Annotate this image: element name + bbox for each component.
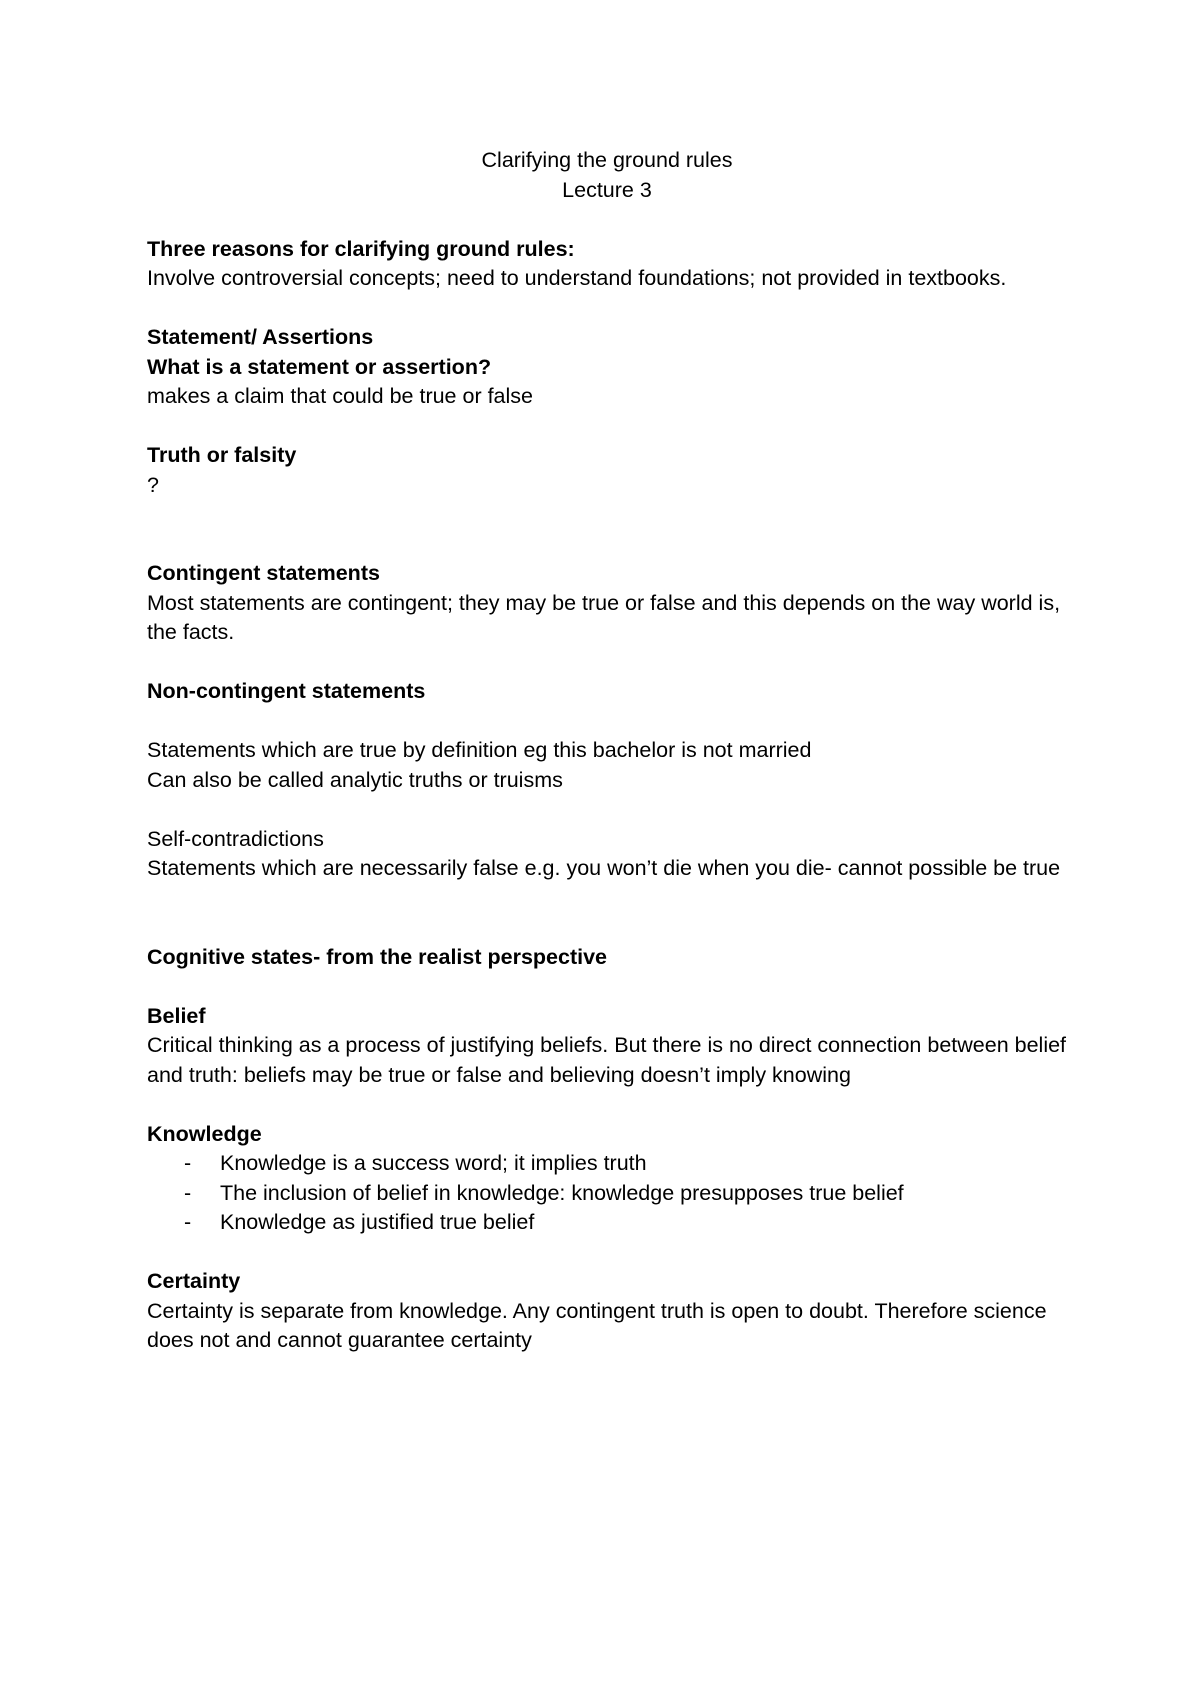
section-line-1: Statements which are true by definition eg this bachelor is not married [147,738,812,762]
section-contingent [147,559,1067,648]
list-item-text: The inclusion of belief in knowledge: knowledge presupposes true belief [220,1180,904,1205]
spacer [147,884,1067,943]
dash-marker: - [184,1210,192,1234]
spacer [147,1238,1067,1268]
spacer [147,205,1067,235]
section-heading: Belief [147,1003,206,1028]
section-heading: Three reasons for clarifying ground rules: [147,236,575,261]
spacer [147,648,1067,678]
section-heading: Certainty [147,1269,241,1293]
list-item [147,1149,1067,1179]
dash-marker: - [184,1180,192,1205]
spacer [147,412,1067,442]
section-noncontingent [147,677,1067,795]
section-body: Most statements are contingent; they may be true or false and this depends on the way world is, the facts. [147,590,1061,644]
section-heading: Truth or falsity [147,443,297,467]
section-body: Statements which are necessarily false e.g. you won’t die when you die- cannot possible be true [147,856,1061,880]
spacer [147,500,1067,559]
section-cognitive-states [147,943,1067,973]
spacer [147,294,1067,324]
section-heading: Non-contingent statements [147,679,426,703]
section-line-2: Can also be called analytic truths or truisms [147,767,563,792]
section-heading: Knowledge [147,1121,262,1146]
section-heading: Self-contradictions [147,826,324,851]
list-item [147,1208,1067,1238]
section-reasons [147,235,1067,294]
section-knowledge [147,1120,1067,1238]
section-truth [147,441,1067,500]
section-belief [147,1002,1067,1091]
spacer [147,972,1067,1002]
dash-marker: - [184,1151,192,1175]
section-body: Certainty is separate from knowledge. Any contingent truth is open to doubt. Therefore science does not and cannot guarantee certainty [147,1298,1047,1352]
section-body: Involve controversial concepts; need to understand foundations; not provided in textbooks. [147,266,1007,290]
spacer [147,1090,1067,1120]
section-body: makes a claim that could be true or false [147,384,533,408]
document-body [147,146,1067,1356]
document-subtitle: Lecture 3 [562,177,652,202]
title-block [147,146,1067,205]
section-question: What is a statement or assertion? [147,354,492,379]
section-self-contradictions [147,825,1067,884]
knowledge-list [147,1149,1067,1238]
list-item [147,1179,1067,1209]
section-heading: Statement/ Assertions [147,325,374,349]
section-heading: Cognitive states- from the realist perspective [147,944,608,969]
section-certainty [147,1267,1067,1356]
document-title: Clarifying the ground rules [481,148,733,172]
section-statements [147,323,1067,412]
list-item-text: Knowledge as justified true belief [220,1210,535,1234]
spacer [147,795,1067,825]
spacer [147,707,1067,737]
section-body: Critical thinking as a process of justifying beliefs. But there is no direct connection between belief and truth: beliefs may be true or false and believing doesn’t imply knowing [147,1033,1067,1087]
list-item-text: Knowledge is a success word; it implies truth [220,1151,647,1175]
section-body: ? [147,472,159,497]
section-heading: Contingent statements [147,561,380,585]
